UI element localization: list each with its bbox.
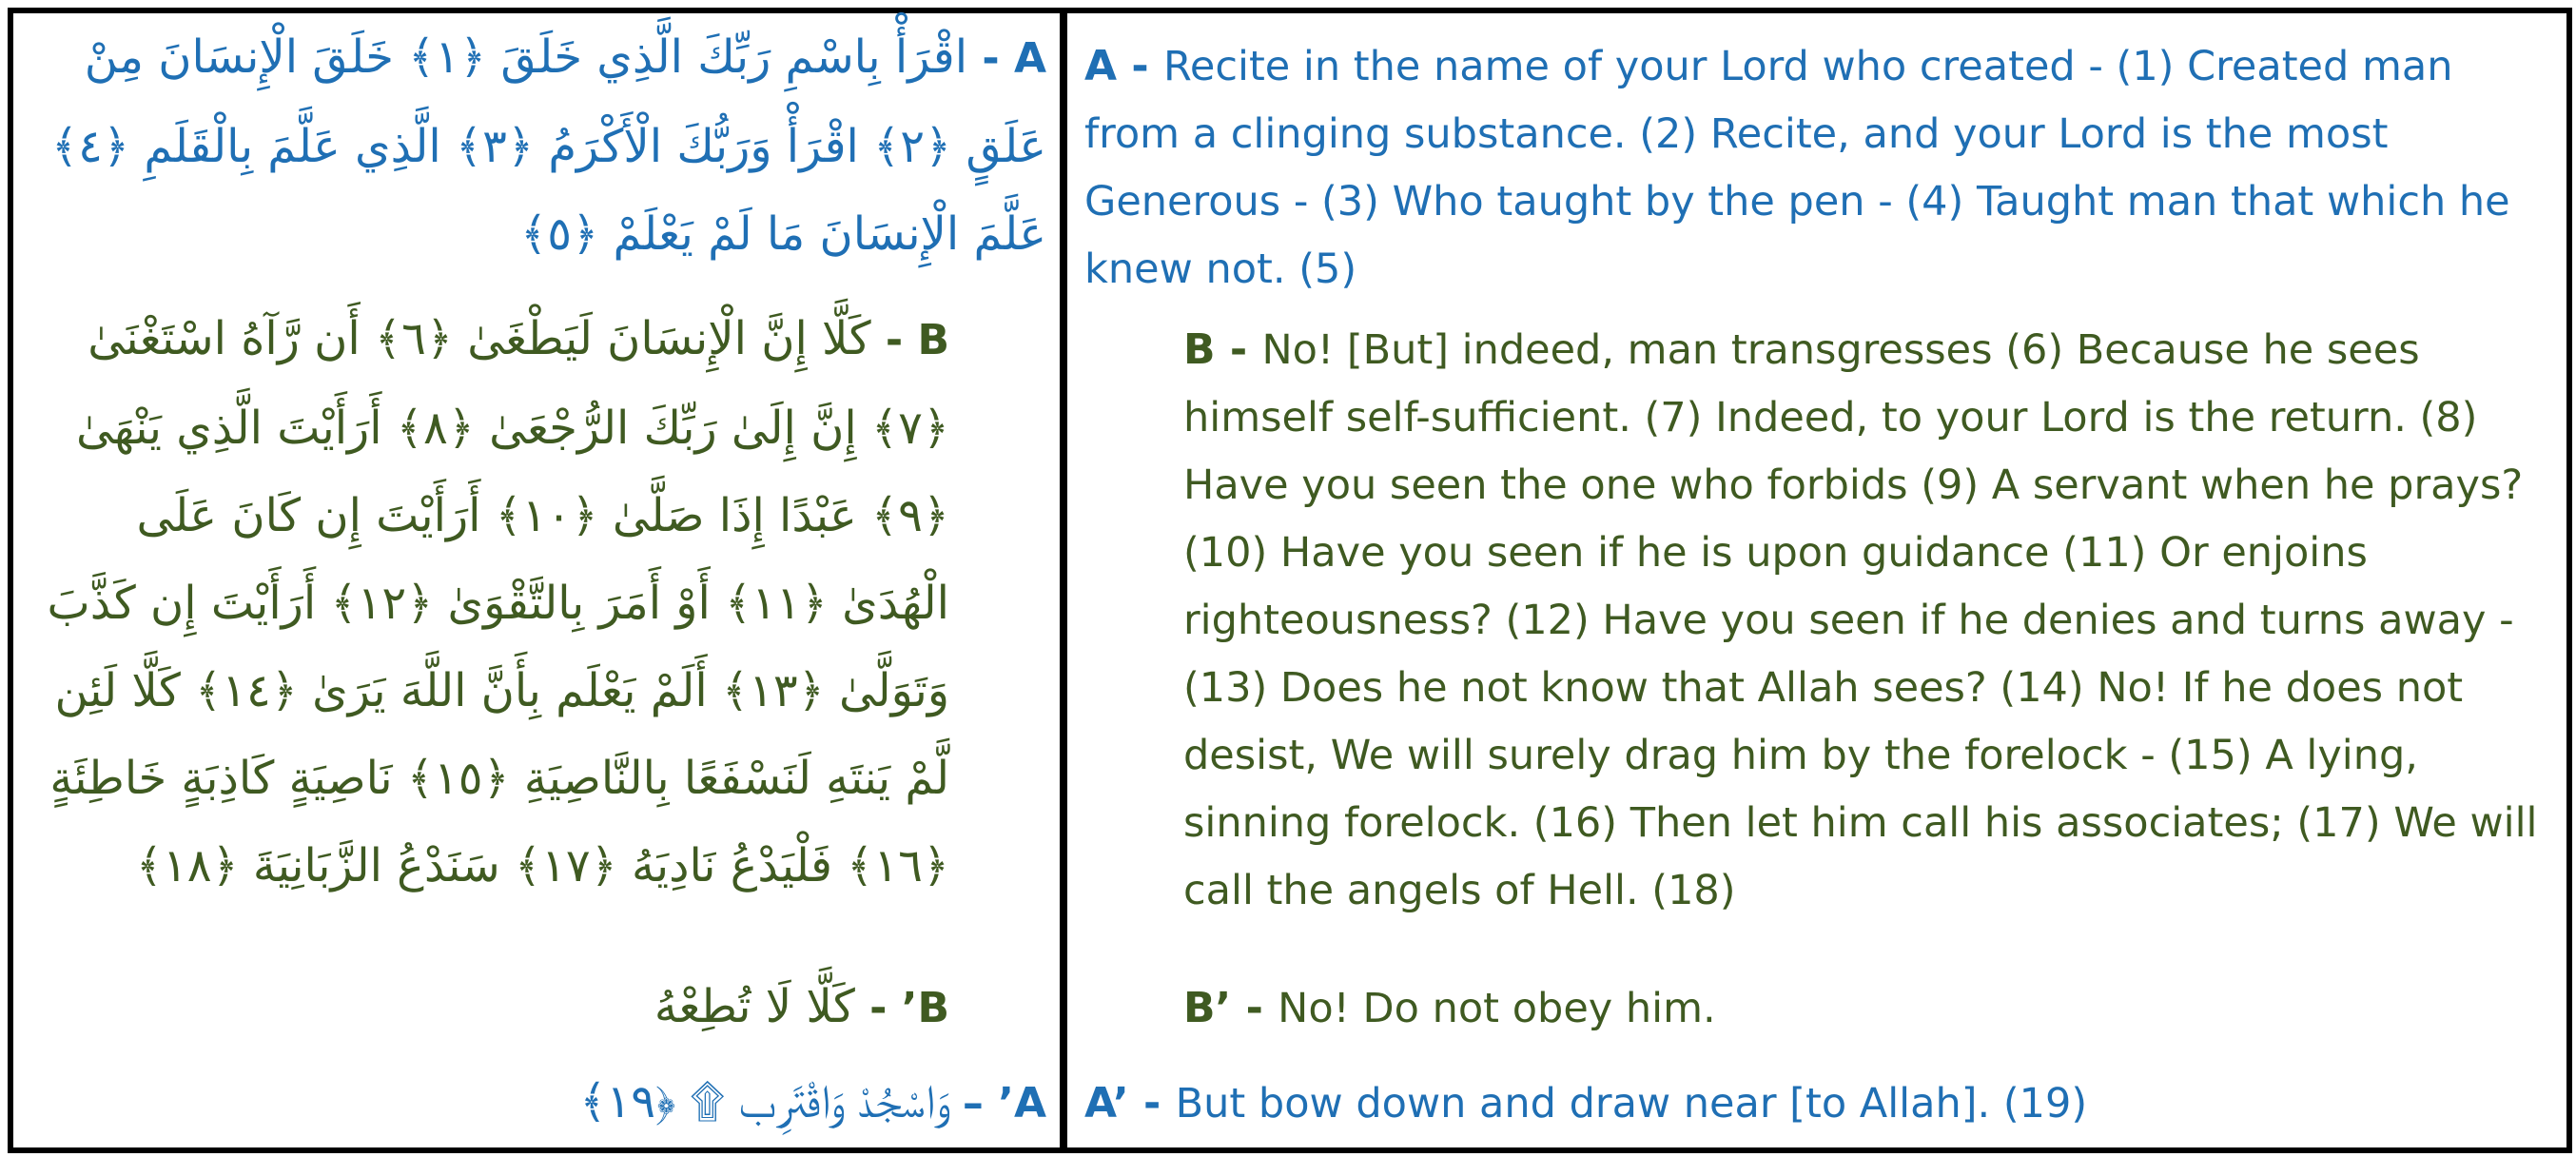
- arabic-section-b-text: كَلَّا إِنَّ الْإِنسَانَ لَيَطْغَىٰ ﴿٦﴾ أَن رَّآهُ اسْتَغْنَىٰ ﴿٧﴾ إِنَّ إِلَىٰ رَبِّكَ الرُّجْعَىٰ ﴿٨﴾ أَرَأَيْتَ الَّذِي يَنْهَىٰ ﴿٩﴾ عَبْدًا إِذَا صَلَّىٰ ﴿١٠﴾ أَرَأَيْتَ إِن كَانَ عَلَى الْهُدَىٰ ﴿١١﴾ أَوْ أَمَرَ بِالتَّقْوَىٰ ﴿١٢﴾ أَرَأَيْتَ إِن كَذَّبَ وَتَوَلَّىٰ ﴿١٣﴾ أَلَمْ يَعْلَم بِأَنَّ اللَّهَ يَرَىٰ ﴿١٤﴾ كَلَّا لَئِن لَّمْ يَنتَهِ لَنَسْفَعًا بِالنَّاصِيَةِ ﴿١٥﴾ نَاصِيَةٍ كَاذِبَةٍ خَاطِئَةٍ ﴿١٦﴾ فَلْيَدْعُ نَادِيَهُ ﴿١٧﴾ سَنَدْعُ الزَّبَانِيَةَ ﴿١٨﴾: [47, 312, 949, 892]
- arabic-section-a-label: A -: [967, 34, 1046, 83]
- english-section-b-text: No! [But] indeed, man transgresses (6) Because he sees himself self-sufficient. (7) Indeed, to your Lord is the return. (8) Have you seen the one who forbids (9) A servant when he prays? (10) Have you seen if he is upon guidance (11) Or enjoins righteousness? (12) Have you seen if he denies and turns away - (13) Does he not know that Allah sees? (14) No! If he does not desist, We will surely drag him by the forelock - (15) A lying, sinning forelock. (16) Then let him call his associates; (17) We will call the angels of Hell. (18): [1183, 326, 2538, 914]
- english-section-a-prime-text: But bow down and draw near [to Allah]. (19): [1175, 1080, 2088, 1128]
- arabic-section-b: [30, 295, 949, 910]
- column-divider: [1060, 13, 1067, 1147]
- arabic-section-b-label: B -: [870, 316, 949, 364]
- arabic-section-a-prime-label: A’ –: [947, 1079, 1046, 1128]
- arabic-section-a-prime-text: وَاسْجُدْ وَاقْتَرِب ۩ ﴿١٩﴾: [579, 1075, 948, 1128]
- arabic-section-a-text: اقْرَأْ بِاسْمِ رَبِّكَ الَّذِي خَلَقَ ﴿١﴾ خَلَقَ الْإِنسَانَ مِنْ عَلَقٍ ﴿٢﴾ اقْرَأْ وَرَبُّكَ الْأَكْرَمُ ﴿٣﴾ الَّذِي عَلَّمَ بِالْقَلَمِ ﴿٤﴾ عَلَّمَ الْإِنسَانَ مَا لَمْ يَعْلَمْ ﴿٥﴾: [51, 30, 1046, 261]
- arabic-section-b-prime: [299, 963, 949, 1052]
- english-section-b-prime: [1183, 974, 2553, 1043]
- english-section-a: [1084, 32, 2511, 304]
- english-column: [1067, 13, 2566, 1147]
- english-section-a-prime-label: A’ -: [1084, 1079, 1176, 1128]
- english-section-b: [1183, 316, 2553, 925]
- chiasm-table: [8, 8, 2572, 1153]
- arabic-section-b-prime-text: كَلَّا لَا تُطِعْهُ: [654, 980, 855, 1033]
- arabic-section-b-prime-label: B’ -: [854, 984, 949, 1032]
- english-section-a-prime: [1084, 1069, 2511, 1138]
- arabic-section-a-prime: [299, 1058, 1046, 1147]
- english-section-b-label: B -: [1183, 325, 1262, 374]
- english-section-a-label: A -: [1084, 42, 1163, 90]
- arabic-column: [13, 13, 1060, 1147]
- english-section-b-prime-label: B’ -: [1183, 984, 1278, 1032]
- english-section-a-text: Recite in the name of your Lord who created - (1) Created man from a clinging substance. (2) Recite, and your Lord is the most Generous - (3) Who taught by the pen - (4) Taught man that which he knew not. (5): [1084, 43, 2510, 293]
- arabic-section-a: [30, 13, 1046, 278]
- english-section-b-prime-text: No! Do not obey him.: [1278, 985, 1716, 1032]
